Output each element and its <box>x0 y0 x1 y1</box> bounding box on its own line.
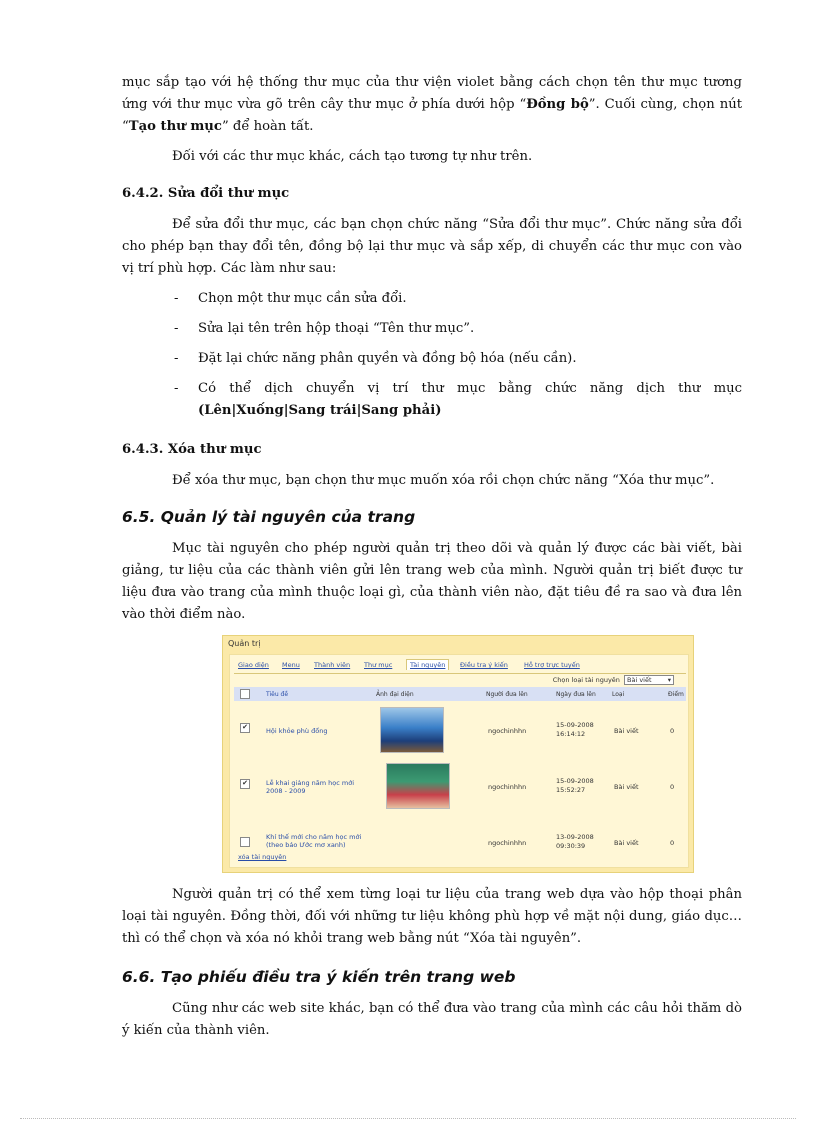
paragraph-6-5-after: Người quản trị có thể xem từng loại tư liệu của trang web dựa vào hộp thoại phân loại tài nguyên. Đồng thời, đối với những tư liệu không phù hợp về mặt nội dung, giáo dục… thì có thể chọn và xóa nó khỏi trang web bằng nút “Xóa tài nguyên”. <box>122 887 742 946</box>
thumbnail-image <box>386 763 450 809</box>
page-bottom-divider <box>20 1118 796 1119</box>
row-checkbox[interactable] <box>240 837 250 847</box>
row-score: 0 <box>670 839 675 847</box>
row-checkbox[interactable]: ✔ <box>240 723 250 733</box>
tab-interface[interactable]: Giao diện <box>238 661 269 669</box>
header-score: Điểm <box>668 691 684 698</box>
heading-6-5: 6.5. Quản lý tài nguyên của trang <box>122 508 416 526</box>
row-title[interactable]: Khí thế mới cho năm học mới (theo báo Ước mơ xanh) <box>266 833 362 849</box>
bullet-item: - Sửa lại tên trên hộp thoại “Tên thư mục”. <box>174 318 742 340</box>
resource-type-select[interactable]: Bài viết ▾ <box>624 675 674 685</box>
bullet-dash: - <box>174 321 179 336</box>
tab-survey[interactable]: Điều tra ý kiến <box>460 661 508 669</box>
header-thumbnail: Ảnh đại diện <box>376 691 414 698</box>
row-title[interactable]: Hội khỏe phù đổng <box>266 727 328 735</box>
heading-6-4-3: 6.4.3. Xóa thư mục <box>122 442 262 457</box>
row-date: 13-09-2008 <box>556 833 594 841</box>
row-date: 15-09-2008 <box>556 721 594 729</box>
tab-resources[interactable]: Tài nguyên <box>406 659 449 670</box>
resource-admin-screenshot <box>222 635 694 873</box>
row-uploader: ngochinhhn <box>488 839 527 847</box>
row-time: 15:52:27 <box>556 786 586 794</box>
row-checkbox[interactable]: ✔ <box>240 779 250 789</box>
screenshot-title: Quản trị <box>228 639 261 648</box>
header-uploader: Người đưa lên <box>486 691 528 698</box>
header-type: Loại <box>612 691 625 698</box>
admin-tabs <box>234 659 686 674</box>
resource-filter <box>553 675 674 685</box>
select-all-checkbox[interactable] <box>240 689 250 699</box>
row-uploader: ngochinhhn <box>488 727 527 735</box>
bullet-item: - Có thể dịch chuyển vị trí thư mục bằng chức năng dịch thư mục (Lên|Xuống|Sang trái|Sang phải) <box>174 378 742 422</box>
row-type: Bài viết <box>614 839 639 847</box>
intro-paragraph-2: Đối với các thư mục khác, cách tạo tương tự như trên. <box>172 149 533 164</box>
paragraph-6-4-3: Để xóa thư mục, bạn chọn thư mục muốn xóa rồi chọn chức năng “Xóa thư mục”. <box>172 473 715 488</box>
row-type: Bài viết <box>614 783 639 791</box>
row-time: 09:30:39 <box>556 842 586 850</box>
row-score: 0 <box>670 783 675 791</box>
bullet-item: - Chọn một thư mục cần sửa đổi. <box>174 288 742 310</box>
filter-label: Chọn loại tài nguyên <box>552 676 620 684</box>
bullet-dash: - <box>174 291 179 306</box>
bullet-dash: - <box>174 381 179 396</box>
header-title[interactable]: Tiêu đề <box>266 691 289 698</box>
screenshot-panel <box>229 654 689 868</box>
paragraph-6-5: Mục tài nguyên cho phép người quản trị theo dõi và quản lý được các bài viết, bài giảng, tư liệu của các thành viên gửi lên trang web của mình. Người quản trị biết được tư liệu đưa vào trang của mình thuộc loại gì, của thành viên nào, đặt tiêu đề ra sao và đưa lên vào thời điểm nào. <box>122 541 742 622</box>
chevron-down-icon: ▾ <box>667 676 671 684</box>
row-uploader: ngochinhhn <box>488 783 527 791</box>
tab-members[interactable]: Thành viên <box>314 661 351 669</box>
row-type: Bài viết <box>614 727 639 735</box>
row-date: 15-09-2008 <box>556 777 594 785</box>
tab-menu[interactable]: Menu <box>282 661 300 669</box>
row-score: 0 <box>670 727 675 735</box>
table-header <box>234 687 686 701</box>
thumbnail-image <box>380 707 444 753</box>
tab-folders[interactable]: Thư mục <box>364 661 393 669</box>
delete-resource-link[interactable]: xóa tài nguyên <box>238 853 287 861</box>
bullet-dash: - <box>174 351 179 366</box>
paragraph-6-6: Cũng như các web site khác, bạn có thể đưa vào trang của mình các câu hỏi thăm dò ý kiến của thành viên. <box>122 1001 742 1038</box>
header-upload-date: Ngày đưa lên <box>556 691 596 698</box>
intro-paragraph: mục sắp tạo với hệ thống thư mục của thư viện violet bằng cách chọn tên thư mục tương ứng với thư mục vừa gõ trên cây thư mục ở phía dưới hộp “Đồng bộ”. Cuối cùng, chọn nút “Tạo thư mục” để hoàn tất. <box>122 75 742 134</box>
heading-6-6: 6.6. Tạo phiếu điều tra ý kiến trên trang web <box>122 968 516 986</box>
bullet-item: - Đặt lại chức năng phân quyền và đồng bộ hóa (nếu cần). <box>174 348 742 370</box>
row-title[interactable]: Lễ khai giảng năm học mới 2008 - 2009 <box>266 779 355 795</box>
heading-6-4-2: 6.4.2. Sửa đổi thư mục <box>122 186 290 201</box>
tab-online-support[interactable]: Hỗ trợ trực tuyến <box>524 661 580 669</box>
row-time: 16:14:12 <box>556 730 586 738</box>
paragraph-6-4-2: Để sửa đổi thư mục, các bạn chọn chức năng “Sửa đổi thư mục”. Chức năng sửa đổi cho phép bạn thay đổi tên, đồng bộ lại thư mục và sắp xếp, di chuyển các thư mục con vào vị trí phù hợp. Các làm như sau: <box>122 217 742 276</box>
